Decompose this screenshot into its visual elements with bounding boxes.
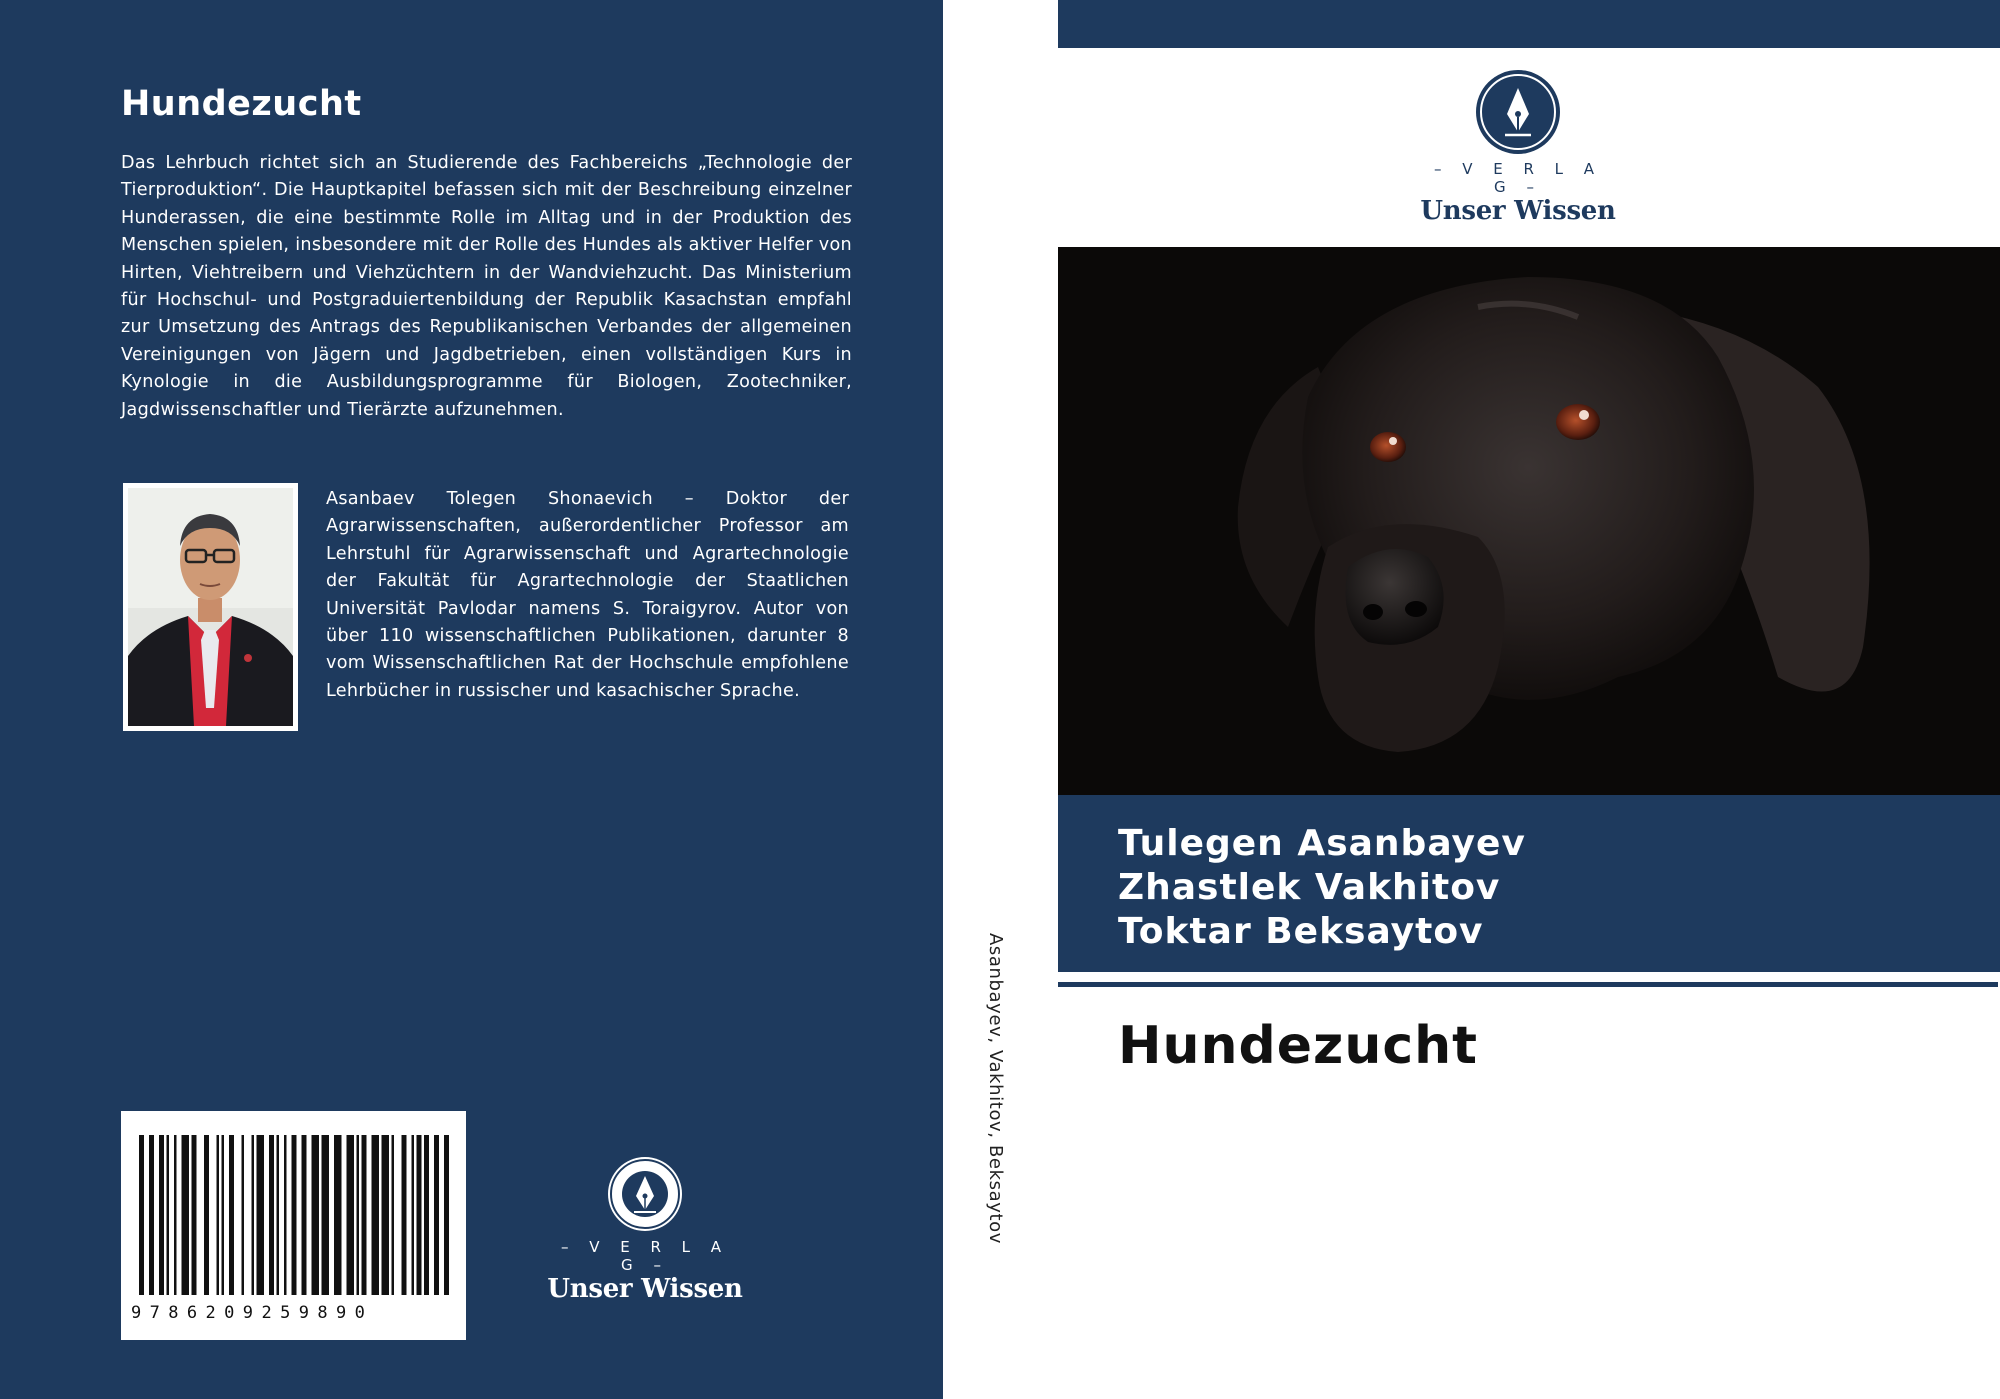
- barcode-bar: [392, 1135, 395, 1295]
- front-cover-title: Hundezucht: [1118, 1016, 1479, 1076]
- barcode-bar: [242, 1135, 245, 1295]
- barcode-bar: [402, 1135, 407, 1295]
- author-name-2: Zhastlek Vakhitov: [1118, 867, 1501, 908]
- barcode-bar: [217, 1135, 220, 1295]
- barcode-bar: [192, 1135, 197, 1295]
- barcode-bar: [412, 1135, 415, 1295]
- barcode-bar: [182, 1135, 190, 1295]
- barcode-bar: [252, 1135, 255, 1295]
- back-logo-verlag: – V E R L A G –: [560, 1238, 730, 1274]
- front-logo-name: Unser Wissen: [1420, 196, 1616, 226]
- back-cover: [0, 0, 943, 1399]
- fountain-pen-nib-icon: [1474, 68, 1562, 156]
- barcode-bar: [159, 1135, 164, 1295]
- back-publisher-logo: [545, 1156, 745, 1304]
- barcode-bar: [357, 1135, 360, 1295]
- front-divider-rule: [1058, 982, 1998, 987]
- barcode-bar: [302, 1135, 307, 1295]
- barcode-bars: [139, 1135, 449, 1311]
- barcode-bar: [139, 1135, 144, 1295]
- barcode-bar: [444, 1135, 449, 1295]
- barcode-bar: [417, 1135, 422, 1295]
- barcode-bar: [362, 1135, 367, 1295]
- author-photo: [123, 483, 298, 731]
- front-top-band: [1058, 0, 2000, 48]
- barcode-bar: [149, 1135, 154, 1295]
- author-name-1: Tulegen Asanbayev: [1118, 823, 1526, 864]
- barcode-bar: [174, 1135, 177, 1295]
- barcode-bar: [204, 1135, 209, 1295]
- author-name-3: Toktar Beksaytov: [1118, 911, 1484, 952]
- barcode-bar: [229, 1135, 234, 1295]
- barcode-bar: [277, 1135, 280, 1295]
- back-cover-title: Hundezucht: [121, 84, 362, 124]
- fountain-pen-nib-icon: [607, 1156, 683, 1232]
- authors-band: [1058, 795, 2000, 972]
- barcode-bar: [222, 1135, 225, 1295]
- barcode-bar: [269, 1135, 274, 1295]
- barcode-bar: [382, 1135, 390, 1295]
- barcode-bar: [424, 1135, 429, 1295]
- barcode-bar: [292, 1135, 297, 1295]
- isbn-barcode: [121, 1111, 466, 1340]
- barcode-digits: 9786209259890: [131, 1303, 374, 1323]
- author-bio: Asanbaev Tolegen Shonaevich – Doktor der Agrarwissenschaften, außerordentlicher Professor am Lehrstuhl für Agrarwissenschaft und Agrartechnologie der Fakultät für Agrartechnologie der Staatlichen Universität Pavlodar namens S. Toraigyrov. Autor von über 110 wissenschaftlichen Publikationen, darunter 8 vom Wissenschaftlichen Rat der Hochschule empfohlene Lehrbücher in russischer und kasachischer Sprache.: [326, 489, 849, 701]
- back-cover-blurb: Das Lehrbuch richtet sich an Studierende des Fachbereichs „Technologie der Tierproduktion“. Die Hauptkapitel befassen sich mit der Beschreibung einzelner Hunderassen, die eine bestimmte Rolle im Alltag und in der Produktion des Menschen spielen, insbesondere mit der Rolle des Hundes als aktiver Helfer von Hirten, Viehtreibern und Viehzüchtern in der Wandviehzucht. Das Ministerium für Hochschul- und Postgraduiertenbildung der Republik Kasachstan empfahl zur Umsetzung des Antrags des Republikanischen Verbandes der allgemeinen Vereinigungen von Jägern und Jagdbetrieben, einen vollständigen Kurs in Kynologie in die Ausbildungsprogramme für Biologen, Zootechniker, Jagdwissenschaftler und Tierärzte aufzunehmen.: [121, 153, 852, 420]
- barcode-bar: [167, 1135, 170, 1295]
- back-logo-name: Unser Wissen: [547, 1274, 743, 1304]
- cover-dog-photo: [1058, 247, 2000, 795]
- spine-authors: Asanbayev, Vakhitov, Beksaytov: [985, 933, 1006, 1244]
- barcode-bar: [347, 1135, 355, 1295]
- barcode-bar: [372, 1135, 380, 1295]
- barcode-bar: [322, 1135, 330, 1295]
- front-logo-verlag: – V E R L A G –: [1433, 160, 1603, 196]
- barcode-bar: [257, 1135, 265, 1295]
- barcode-bar: [334, 1135, 342, 1295]
- front-publisher-logo: [1418, 68, 1618, 226]
- barcode-bar: [434, 1135, 439, 1295]
- barcode-bar: [284, 1135, 287, 1295]
- barcode-bar: [312, 1135, 320, 1295]
